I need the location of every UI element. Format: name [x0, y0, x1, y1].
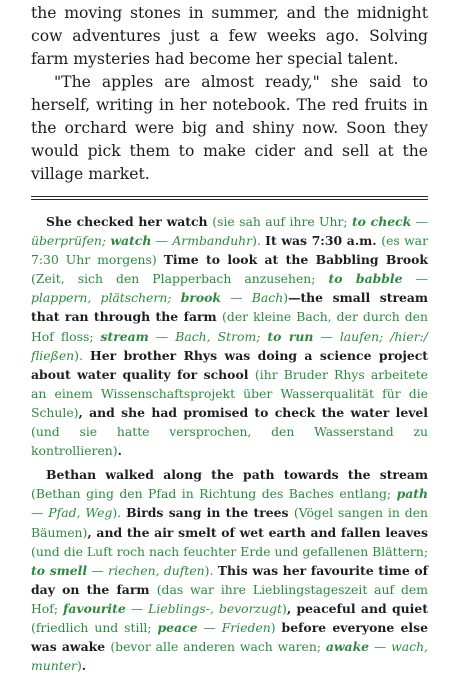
bilingual-paragraph-1	[31, 212, 428, 460]
german-translation: (sie sah auf ihre Uhr;	[212, 214, 352, 229]
vocab-gloss: — plappern, plätschern;	[31, 271, 428, 306]
german-translation: )	[281, 600, 287, 616]
english-text: .	[81, 658, 87, 674]
vocab-gloss: — Lieblings-, bevorzugt	[125, 600, 282, 616]
english-text: before everyone else was awake	[31, 619, 428, 655]
german-translation: ).	[112, 505, 127, 521]
vocab-entry	[181, 290, 284, 305]
english-text: Birds sang in the trees	[126, 505, 294, 521]
german-translation: (Bethan ging den Pfad in Richtung des Baches entlang;	[31, 486, 397, 502]
vocab-entry	[101, 329, 268, 344]
vocab-term: to run	[267, 328, 314, 344]
vocab-gloss: — riechen, duften	[87, 562, 205, 578]
section-divider	[31, 196, 428, 200]
english-text: —the small stream that ran through the farm	[31, 290, 429, 325]
story-text	[31, 2, 428, 186]
english-text: This was her favourite time of day on the farm	[31, 562, 429, 597]
vocab-term: favourite	[63, 600, 126, 616]
german-translation: (friedlich und still;	[31, 619, 158, 635]
vocab-entry	[110, 233, 252, 248]
english-text: , and she had promised to check the water level	[78, 404, 428, 420]
vocab-entry	[157, 620, 270, 635]
german-translation: )	[283, 290, 289, 306]
vocab-gloss: — wach, munter	[31, 639, 428, 674]
vocab-entry	[31, 563, 205, 578]
story-paragraph-1: the moving stones in summer, and the midnight cow adventures just a few weeks ago. Solving farm mysteries had become her special talent.	[31, 4, 428, 68]
vocab-term: path	[396, 486, 428, 502]
vocab-gloss: — Bach, Strom;	[148, 328, 268, 344]
english-text: She checked her watch	[46, 214, 213, 229]
vocab-term: watch	[110, 233, 152, 249]
german-translation: ).	[252, 233, 266, 249]
vocab-term: stream	[100, 328, 149, 344]
vocab-term: to check	[351, 214, 412, 229]
vocab-term: to smell	[31, 562, 88, 578]
bilingual-paragraph-2	[31, 465, 428, 675]
german-translation: (und sie hatte versprochen, den Wasserstand zu kontrollieren)	[31, 424, 428, 459]
german-translation: (der kleine Bach, der durch den Hof floss;	[31, 309, 428, 344]
vocab-entry	[63, 601, 282, 616]
german-translation: (und die Luft roch nach feuchter Erde und gefallenen Blättern;	[31, 543, 428, 559]
vocab-gloss: — Pfad, Weg	[31, 505, 113, 521]
vocab-gloss: — laufen; /hier:/ fließen	[31, 328, 428, 363]
vocab-gloss: — Frieden	[197, 619, 271, 635]
german-translation: (bevor alle anderen wach waren;	[110, 639, 326, 655]
german-translation: )	[76, 658, 82, 674]
vocab-gloss: — Bach	[221, 290, 284, 306]
german-translation: ).	[74, 347, 91, 363]
german-translation: )	[270, 619, 282, 635]
german-translation: (ihr Bruder Rhys arbeitete an einem Wissenschaftsprojekt über Wasserqualität für die Schule)	[31, 366, 429, 420]
book-page	[0, 2, 459, 674]
english-text: , and the air smelt of wet earth and fallen leaves	[87, 524, 428, 540]
story-paragraph-2: "The apples are almost ready," she said to herself, writing in her notebook. The red fruits in the orchard were big and shiny now. Soon they would pick them to make cider and sell at the village market.	[31, 73, 428, 183]
english-text: It was 7:30 a.m.	[265, 233, 382, 249]
german-translation: (es war 7:30 Uhr morgens)	[31, 233, 428, 268]
vocab-gloss: — Armbanduhr	[151, 233, 253, 249]
english-text: Bethan walked along the path towards the stream	[46, 467, 428, 483]
german-translation: (Zeit, sich den Plapperbach anzusehen;	[31, 271, 329, 287]
vocab-term: peace	[157, 619, 198, 635]
vocab-term: brook	[180, 290, 221, 306]
bilingual-section	[31, 212, 428, 675]
english-text: Time to look at the Babbling Brook	[163, 252, 428, 268]
vocab-term: to babble	[328, 271, 403, 287]
english-text: Her brother Rhys was doing a science project about water quality for school	[31, 347, 428, 382]
german-translation: (das war ihre Lieblingstageszeit auf dem Hof;	[31, 581, 428, 616]
english-text: , peaceful and quiet	[286, 600, 428, 616]
german-translation: ).	[204, 562, 218, 578]
vocab-gloss: — überprüfen;	[31, 214, 428, 249]
vocab-term: awake	[325, 639, 370, 655]
german-translation: (Vögel sangen in den Bäumen)	[31, 505, 429, 540]
english-text: .	[117, 443, 122, 459]
